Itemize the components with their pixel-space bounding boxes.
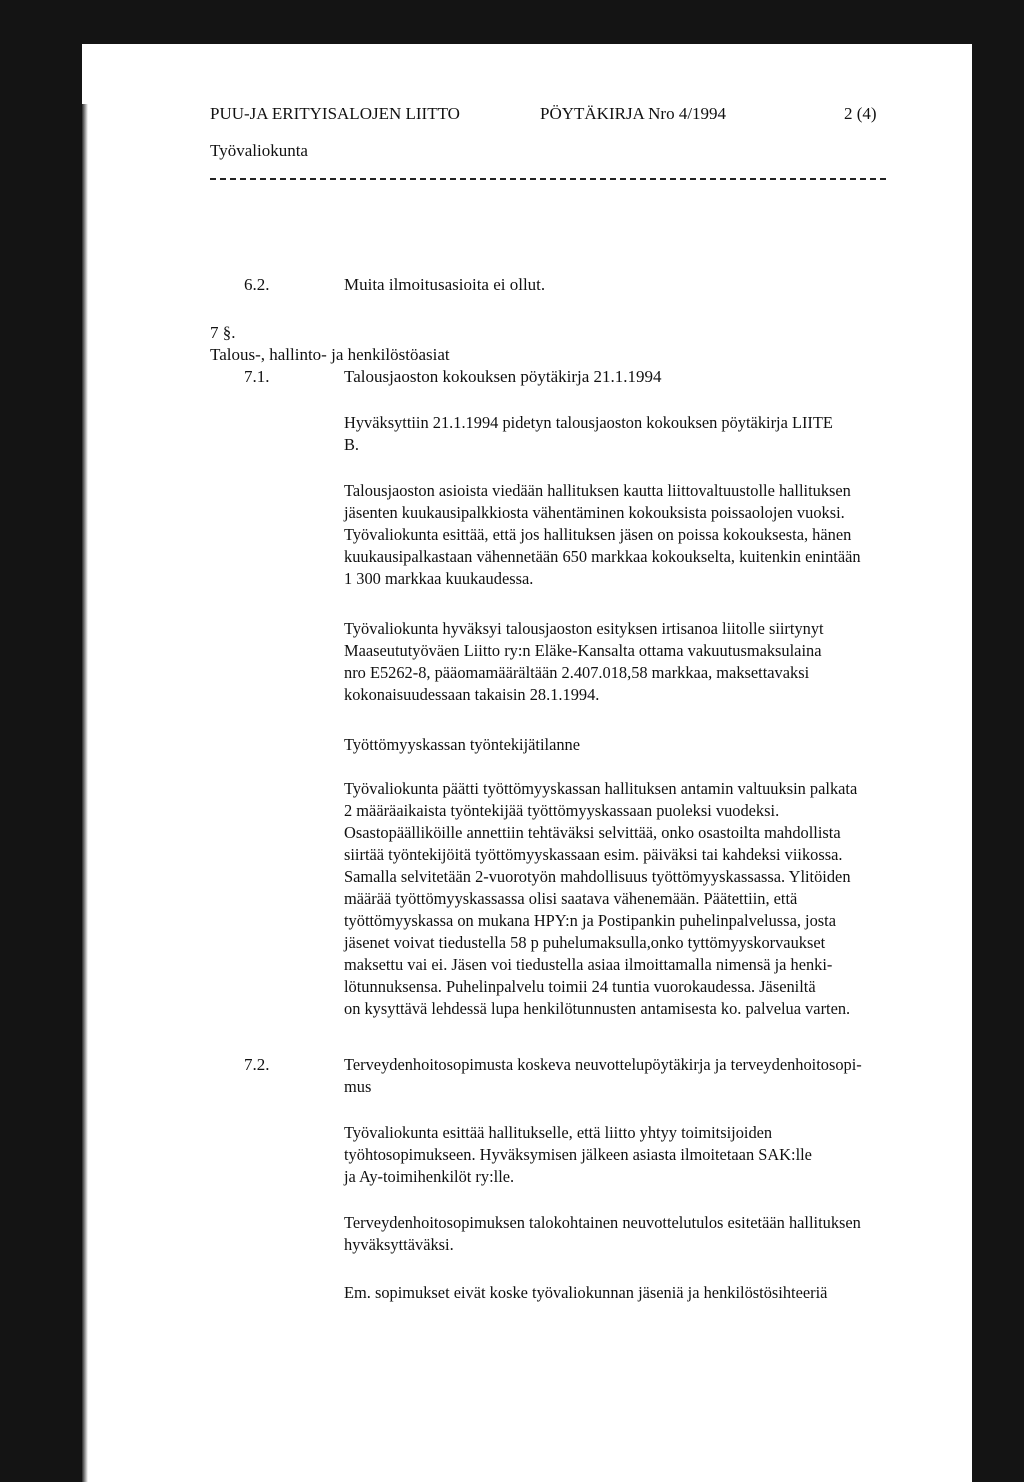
header-divider <box>210 178 886 180</box>
header-document-number: PÖYTÄKIRJA Nro 4/1994 <box>540 104 727 123</box>
section-7-2-title: Terveydenhoitosopimusta koskeva neuvottelupöytäkirja ja terveydenhoitosopi- mus <box>344 1055 862 1096</box>
section-7-1-number: 7.1. <box>244 367 270 386</box>
paragraph-unemployment-fund: Työvaliokunta päätti työttömyyskassan hallituksen antamin valtuuksin palkata 2 määräaikaista työntekijää työttömyyskassaan puoleksi vuodeksi. Osastopäälliköille annettiin tehtäväksi selvittää, onko osastoilta mahdollista siirtää työntekijöitä työttömyyskassaan esim. päiväksi tai kahdeksi viikossa. Samalla selvitetään 2-vuorotyön mahdollisuus työttömyyskassassa. Ylitöiden määrää työttömyyskassassa olisi saatava vähenemään. Päätettiin, että työttömyyskassa on mukana HPY:n ja Postipankin puhelinpalvelussa, josta jäsenet voivat tiedustella 58 p puhelumaksulla,onko tyttömyyskorvaukset maksettu vai ei. Jäsen voi tiedustella asiaa ilmoittamalla nimensä ja henki- lötunnuksensa. Puhelinpalvelu toimii 24 tuntia vuorokaudessa. Jäseniltä on kysyttävä lehdessä lupa henkilötunnusten antamisesta ko. palvelua varten. <box>344 779 858 1018</box>
paragraph-board-fees: Talousjaoston asioista viedään hallituksen kautta liittovaltuustolle hallituksen jäsenten kuukausipalkkiosta vähentäminen kokouksista poissaolojen vuoksi. Työvaliokunta esittää, että jos hallituksen jäsen on poissa kokouksesta, hänen kuukausipalkastaan vähennetään 650 markkaa kokoukselta, kuitenkin enintään 1 300 markkaa kuukaudessa. <box>344 481 861 588</box>
header-page-number: 2 (4) <box>844 104 877 123</box>
paragraph-loan: Työvaliokunta hyväksyi talousjaoston esityksen irtisanoa liitolle siirtynyt Maaseututyöväen Liitto ry:n Eläke-Kansalta ottama vakuutusmaksulaina nro E5262-8, pääomamäärältään 2.407.018,58 markkaa, maksettavaksi kokonaisuudessaan takaisin 28.1.1994. <box>344 619 824 704</box>
header-unit: Työvaliokunta <box>210 141 308 160</box>
header-organization: PUU-JA ERITYISALOJEN LIITTO <box>210 104 460 123</box>
section-6-2-text: Muita ilmoitusasioita ei ollut. <box>344 275 546 294</box>
subheading-unemployment-fund: Työttömyyskassan työntekijätilanne <box>344 735 581 754</box>
section-7-number: 7 §. <box>210 323 236 342</box>
paragraph-agreement: Työvaliokunta esittää hallitukselle, että liitto yhtyy toimitsijoiden työhtosopimukseen. Hyväksymisen jälkeen asiasta ilmoitetaan SAK:lle ja Ay-toimihenkilöt ry:lle. <box>344 1123 812 1186</box>
paragraph-agreements-scope: Em. sopimukset eivät koske työvaliokunnan jäseniä ja henkilöstösihteeriä <box>344 1283 828 1302</box>
paragraph-negotiation-result: Terveydenhoitosopimuksen talokohtainen neuvottelutulos esitetään hallituksen hyväksyttäväksi. <box>344 1213 861 1254</box>
section-7-1-title: Talousjaoston kokouksen pöytäkirja 21.1.1994 <box>344 367 662 386</box>
section-7-2-number: 7.2. <box>244 1055 270 1074</box>
document-page <box>82 44 972 1482</box>
paragraph-approval: Hyväksyttiin 21.1.1994 pidetyn talousjaoston kokouksen pöytäkirja LIITE B. <box>344 413 833 454</box>
page-edge <box>82 104 88 1482</box>
section-6-2-number: 6.2. <box>244 275 270 294</box>
section-7-title: Talous-, hallinto- ja henkilöstöasiat <box>210 345 450 364</box>
